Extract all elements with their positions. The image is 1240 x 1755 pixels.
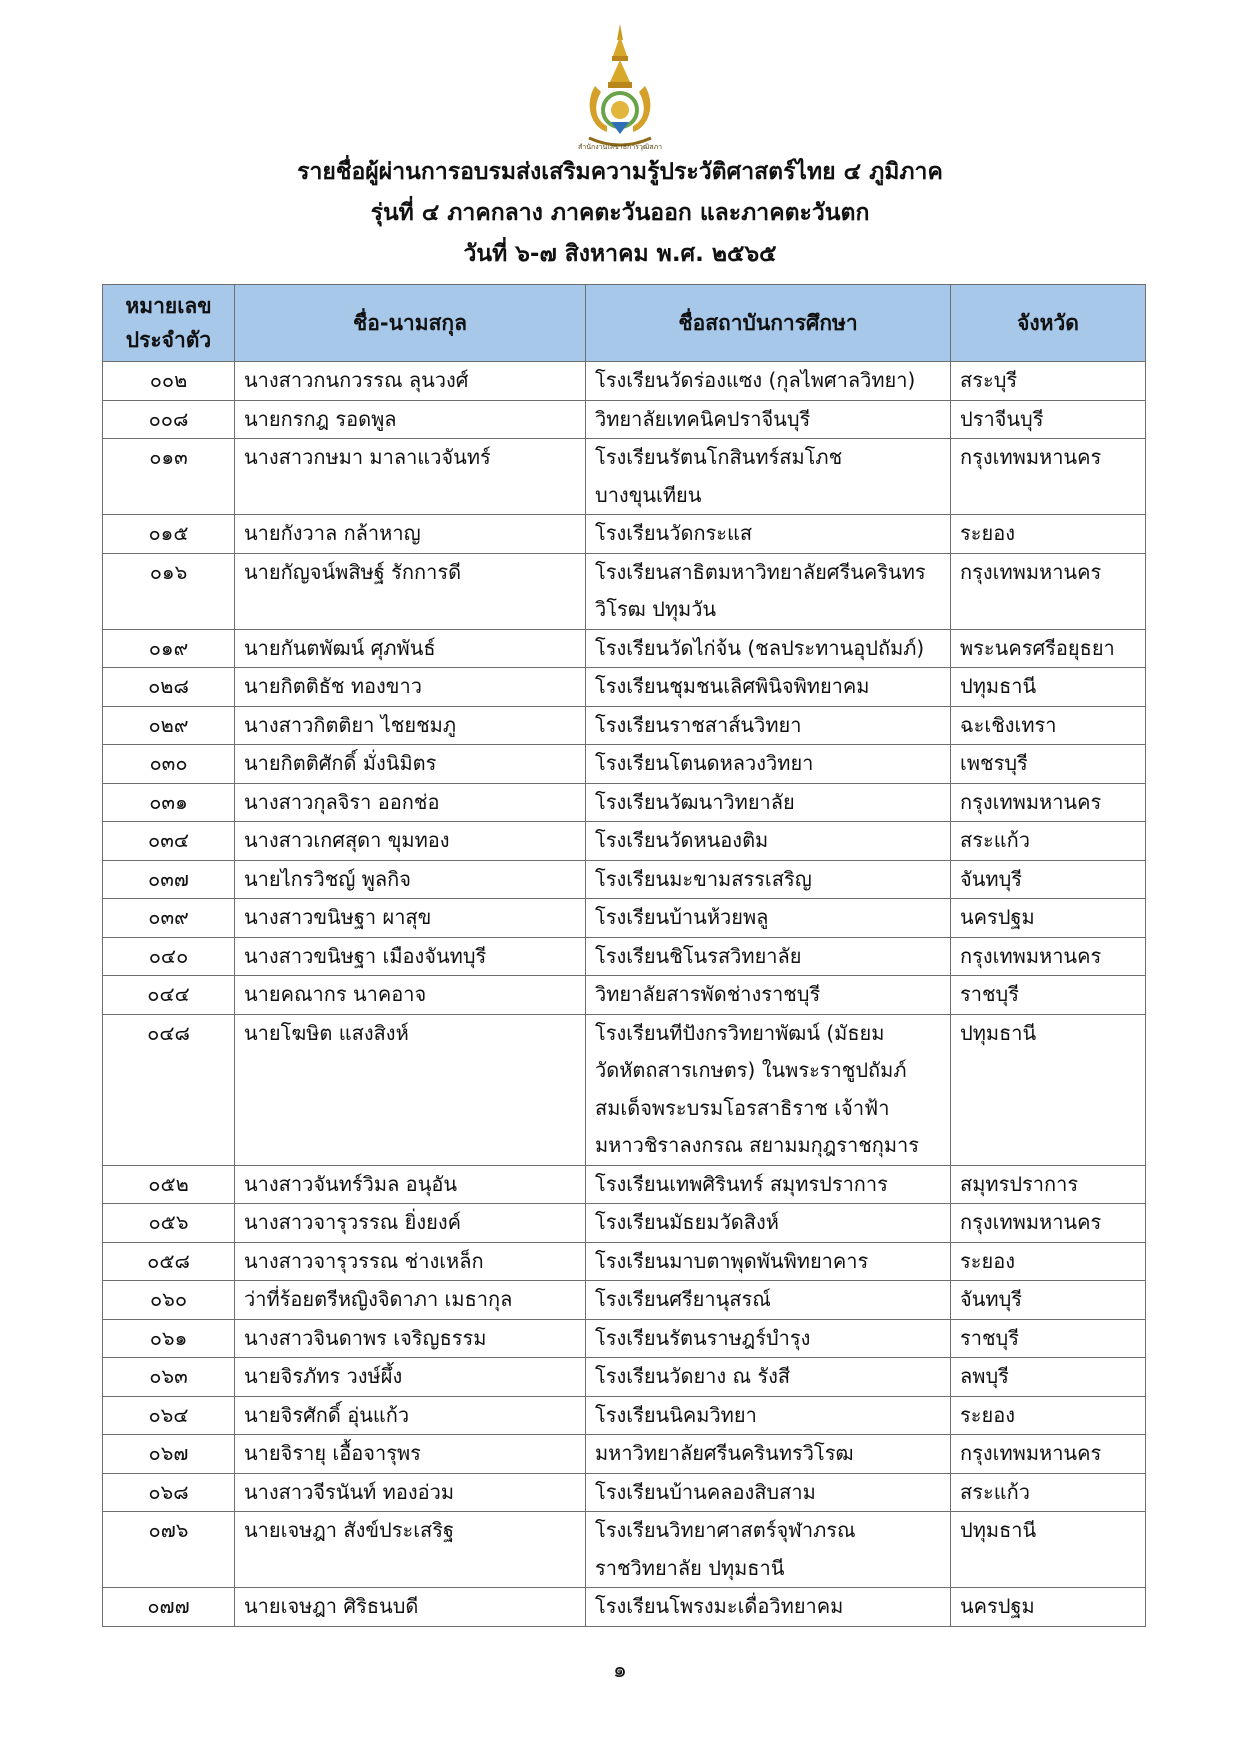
cell-province: กรุงเทพมหานคร bbox=[951, 1204, 1146, 1243]
cell-name: นายไกรวิชญ์ พูลกิจ bbox=[235, 860, 586, 899]
table-row bbox=[103, 1396, 1146, 1435]
cell-id: ๐๖๗ bbox=[103, 1435, 235, 1474]
table-row bbox=[103, 1319, 1146, 1358]
cell-school: โรงเรียนนิคมวิทยา bbox=[586, 1396, 951, 1435]
cell-name: นายคณากร นาคอาจ bbox=[235, 976, 586, 1015]
cell-name: นายเจษฎา ศิริธนบดี bbox=[235, 1588, 586, 1627]
cell-id: ๐๓๔ bbox=[103, 822, 235, 861]
cell-id: ๐๓๐ bbox=[103, 745, 235, 784]
table-row bbox=[103, 1242, 1146, 1281]
cell-school: มหาวิทยาลัยศรีนครินทรวิโรฒ bbox=[586, 1435, 951, 1474]
cell-id: ๐๒๙ bbox=[103, 706, 235, 745]
table-row bbox=[103, 822, 1146, 861]
cell-name: นายกรกฎ รอดพูล bbox=[235, 400, 586, 439]
cell-name: นางสาวเกศสุดา ขุมทอง bbox=[235, 822, 586, 861]
cell-name: นางสาวจารุวรรณ ยิ่งยงค์ bbox=[235, 1204, 586, 1243]
cell-province: ฉะเชิงเทรา bbox=[951, 706, 1146, 745]
cell-province: เพชรบุรี bbox=[951, 745, 1146, 784]
logo-caption: สำนักงานเลขาธิการวุฒิสภา bbox=[577, 143, 663, 151]
cell-school: โรงเรียนมัธยมวัดสิงห์ bbox=[586, 1204, 951, 1243]
cell-name: นางสาวกุลจิรา ออกช่อ bbox=[235, 783, 586, 822]
cell-id: ๐๔๐ bbox=[103, 937, 235, 976]
cell-province: ราชบุรี bbox=[951, 1319, 1146, 1358]
cell-id: ๐๕๖ bbox=[103, 1204, 235, 1243]
cell-name: นางสาวจินดาพร เจริญธรรม bbox=[235, 1319, 586, 1358]
cell-id: ๐๒๘ bbox=[103, 668, 235, 707]
cell-id: ๐๑๕ bbox=[103, 515, 235, 554]
table-row bbox=[103, 976, 1146, 1015]
cell-province: สมุทรปราการ bbox=[951, 1165, 1146, 1204]
table-row bbox=[103, 860, 1146, 899]
cell-province: ปทุมธานี bbox=[951, 1512, 1146, 1588]
table-row bbox=[103, 1165, 1146, 1204]
cell-province: นครปฐม bbox=[951, 1588, 1146, 1627]
senate-emblem-logo bbox=[577, 22, 663, 152]
cell-name: นางสาวกนกวรรณ ลุนวงศ์ bbox=[235, 362, 586, 401]
cell-province: กรุงเทพมหานคร bbox=[951, 783, 1146, 822]
cell-school: โรงเรียนศรียานุสรณ์ bbox=[586, 1281, 951, 1320]
table-row bbox=[103, 1473, 1146, 1512]
cell-name: นางสาวจันทร์วิมล อนุอัน bbox=[235, 1165, 586, 1204]
cell-school: โรงเรียนมะขามสรรเสริญ bbox=[586, 860, 951, 899]
table-row bbox=[103, 899, 1146, 938]
cell-school: โรงเรียนโตนดหลวงวิทยา bbox=[586, 745, 951, 784]
cell-name: นายกิตติศักดิ์ มั่งนิมิตร bbox=[235, 745, 586, 784]
title-line-2: รุ่นที่ ๔ ภาคกลาง ภาคตะวันออก และภาคตะวันตก bbox=[370, 200, 870, 226]
cell-id: ๐๖๔ bbox=[103, 1396, 235, 1435]
table-row bbox=[103, 1204, 1146, 1243]
table-row bbox=[103, 745, 1146, 784]
table-row bbox=[103, 515, 1146, 554]
cell-school: โรงเรียนวัฒนาวิทยาลัย bbox=[586, 783, 951, 822]
cell-school: โรงเรียนมาบตาพุดพันพิทยาคาร bbox=[586, 1242, 951, 1281]
cell-id: ๐๔๔ bbox=[103, 976, 235, 1015]
cell-school: โรงเรียนวัดไก่จ้น (ชลประทานอุปถัมภ์) bbox=[586, 629, 951, 668]
cell-school: โรงเรียนชิโนรสวิทยาลัย bbox=[586, 937, 951, 976]
cell-name: นางสาวขนิษฐา เมืองจันทบุรี bbox=[235, 937, 586, 976]
cell-school: โรงเรียนบ้านห้วยพลู bbox=[586, 899, 951, 938]
cell-school: โรงเรียนรัตนโกสินทร์สมโภช บางขุนเทียน bbox=[586, 439, 951, 515]
cell-id: ๐๗๖ bbox=[103, 1512, 235, 1588]
column-header-province: จังหวัด bbox=[951, 285, 1146, 362]
table-row bbox=[103, 706, 1146, 745]
cell-school: วิทยาลัยเทคนิคปราจีนบุรี bbox=[586, 400, 951, 439]
cell-school: โรงเรียนรัตนราษฎร์บำรุง bbox=[586, 1319, 951, 1358]
cell-province: จันทบุรี bbox=[951, 860, 1146, 899]
cell-school: โรงเรียนเทพศิรินทร์ สมุทรปราการ bbox=[586, 1165, 951, 1204]
cell-id: ๐๔๘ bbox=[103, 1014, 235, 1165]
table-row bbox=[103, 553, 1146, 629]
cell-id: ๐๓๙ bbox=[103, 899, 235, 938]
table-row bbox=[103, 1512, 1146, 1588]
cell-province: จันทบุรี bbox=[951, 1281, 1146, 1320]
cell-province: กรุงเทพมหานคร bbox=[951, 439, 1146, 515]
cell-id: ๐๖๓ bbox=[103, 1358, 235, 1397]
cell-name: นางสาวจีรนันท์ ทองอ่วม bbox=[235, 1473, 586, 1512]
table-row bbox=[103, 362, 1146, 401]
cell-school: โรงเรียนทีปังกรวิทยาพัฒน์ (มัธยม วัดหัตถสารเกษตร) ในพระราชูปถัมภ์ สมเด็จพระบรมโอรสาธิราช เจ้าฟ้า มหาวชิราลงกรณ สยามมกุฎราชกุมาร bbox=[586, 1014, 951, 1165]
title-line-3: วันที่ ๖-๗ สิงหาคม พ.ศ. ๒๕๖๕ bbox=[463, 241, 777, 267]
page-number: ๑ bbox=[613, 1658, 627, 1683]
table-row bbox=[103, 1435, 1146, 1474]
cell-province: สระแก้ว bbox=[951, 822, 1146, 861]
cell-province: กรุงเทพมหานคร bbox=[951, 553, 1146, 629]
title-line-1: รายชื่อผู้ผ่านการอบรมส่งเสริมความรู้ประวัติศาสตร์ไทย ๔ ภูมิภาค bbox=[297, 159, 943, 185]
cell-province: ระยอง bbox=[951, 1242, 1146, 1281]
cell-name: นางสาวกษมา มาลาแวจันทร์ bbox=[235, 439, 586, 515]
table-row bbox=[103, 1014, 1146, 1165]
cell-school: โรงเรียนราชสาส์นวิทยา bbox=[586, 706, 951, 745]
cell-id: ๐๑๓ bbox=[103, 439, 235, 515]
cell-id: ๐๖๐ bbox=[103, 1281, 235, 1320]
cell-name: นายเจษฎา สังข์ประเสริฐ bbox=[235, 1512, 586, 1588]
document-title-block bbox=[100, 152, 1140, 275]
table-row bbox=[103, 1588, 1146, 1627]
cell-name: นายกิตติธัช ทองขาว bbox=[235, 668, 586, 707]
cell-province: ระยอง bbox=[951, 1396, 1146, 1435]
cell-name: ว่าที่ร้อยตรีหญิงจิดาภา เมธากุล bbox=[235, 1281, 586, 1320]
cell-school: โรงเรียนโพรงมะเดื่อวิทยาคม bbox=[586, 1588, 951, 1627]
cell-province: พระนครศรีอยุธยา bbox=[951, 629, 1146, 668]
cell-province: ปราจีนบุรี bbox=[951, 400, 1146, 439]
cell-school: โรงเรียนชุมชนเลิศพินิจพิทยาคม bbox=[586, 668, 951, 707]
cell-name: นายจิรภัทร วงษ์ผึ้ง bbox=[235, 1358, 586, 1397]
cell-id: ๐๐๘ bbox=[103, 400, 235, 439]
table-header-row bbox=[103, 285, 1146, 362]
cell-name: นายกังวาล กล้าหาญ bbox=[235, 515, 586, 554]
cell-name: นายกัญจน์พสิษฐ์ รักการดี bbox=[235, 553, 586, 629]
cell-province: กรุงเทพมหานคร bbox=[951, 1435, 1146, 1474]
table-row bbox=[103, 783, 1146, 822]
cell-id: ๐๗๗ bbox=[103, 1588, 235, 1627]
cell-province: นครปฐม bbox=[951, 899, 1146, 938]
table-row bbox=[103, 439, 1146, 515]
cell-province: ปทุมธานี bbox=[951, 668, 1146, 707]
cell-province: ปทุมธานี bbox=[951, 1014, 1146, 1165]
cell-province: ลพบุรี bbox=[951, 1358, 1146, 1397]
cell-school: วิทยาลัยสารพัดช่างราชบุรี bbox=[586, 976, 951, 1015]
cell-name: นายโฆษิต แสงสิงห์ bbox=[235, 1014, 586, 1165]
table-row bbox=[103, 1281, 1146, 1320]
cell-province: สระบุรี bbox=[951, 362, 1146, 401]
cell-school: โรงเรียนวัดร่องแซง (กุลไพศาลวิทยา) bbox=[586, 362, 951, 401]
column-header-name: ชื่อ-นามสกุล bbox=[235, 285, 586, 362]
cell-name: นางสาวขนิษฐา ผาสุข bbox=[235, 899, 586, 938]
cell-id: ๐๑๙ bbox=[103, 629, 235, 668]
cell-province: ราชบุรี bbox=[951, 976, 1146, 1015]
cell-id: ๐๖๘ bbox=[103, 1473, 235, 1512]
table-row bbox=[103, 668, 1146, 707]
cell-id: ๐๑๖ bbox=[103, 553, 235, 629]
cell-id: ๐๕๒ bbox=[103, 1165, 235, 1204]
cell-name: นายกันตพัฒน์ ศุภพันธ์ bbox=[235, 629, 586, 668]
cell-school: โรงเรียนบ้านคลองสิบสาม bbox=[586, 1473, 951, 1512]
column-header-school: ชื่อสถาบันการศึกษา bbox=[586, 285, 951, 362]
column-header-id: หมายเลข ประจำตัว bbox=[103, 285, 235, 362]
cell-id: ๐๓๑ bbox=[103, 783, 235, 822]
cell-id: ๐๕๘ bbox=[103, 1242, 235, 1281]
cell-school: โรงเรียนวิทยาศาสตร์จุฬาภรณ ราชวิทยาลัย ปทุมธานี bbox=[586, 1512, 951, 1588]
cell-name: นางสาวจารุวรรณ ช่างเหล็ก bbox=[235, 1242, 586, 1281]
cell-id: ๐๓๗ bbox=[103, 860, 235, 899]
table-row bbox=[103, 629, 1146, 668]
cell-province: สระแก้ว bbox=[951, 1473, 1146, 1512]
table-row bbox=[103, 1358, 1146, 1397]
table-row bbox=[103, 400, 1146, 439]
cell-school: โรงเรียนวัดกระแส bbox=[586, 515, 951, 554]
cell-province: ระยอง bbox=[951, 515, 1146, 554]
cell-school: โรงเรียนวัดหนองติม bbox=[586, 822, 951, 861]
cell-school: โรงเรียนสาธิตมหาวิทยาลัยศรีนครินทร วิโรฒ ปทุมวัน bbox=[586, 553, 951, 629]
participant-table bbox=[102, 284, 1146, 1627]
table-row bbox=[103, 937, 1146, 976]
cell-school: โรงเรียนวัดยาง ณ รังสี bbox=[586, 1358, 951, 1397]
cell-id: ๐๐๒ bbox=[103, 362, 235, 401]
cell-id: ๐๖๑ bbox=[103, 1319, 235, 1358]
cell-name: นางสาวกิตติยา ไชยชมภู bbox=[235, 706, 586, 745]
cell-name: นายจิรายุ เอื้อจารุพร bbox=[235, 1435, 586, 1474]
cell-name: นายจิรศักดิ์ อุ่นแก้ว bbox=[235, 1396, 586, 1435]
cell-province: กรุงเทพมหานคร bbox=[951, 937, 1146, 976]
